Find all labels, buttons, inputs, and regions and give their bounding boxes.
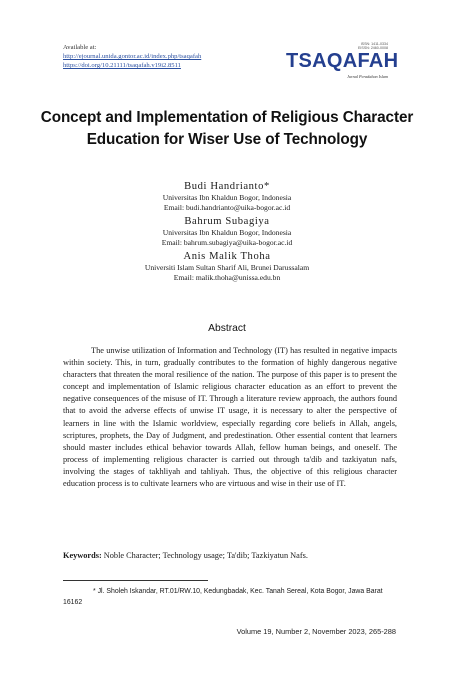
abstract-heading: Abstract bbox=[208, 323, 246, 334]
footnote: * Jl. Sholeh Iskandar, RT.01/RW.10, Kedungbadak, Kec. Tanah Sereal, Kota Bogor, Jawa Barat 16162 bbox=[63, 588, 383, 606]
author-name: Anis Malik Thoha bbox=[183, 251, 271, 262]
author-entry bbox=[0, 250, 454, 283]
author-entry bbox=[0, 215, 454, 248]
author-affiliation: Universitas Ibn Khaldun Bogor, Indonesia bbox=[162, 228, 292, 237]
issn-electronic: EISSN: 2460-0008 bbox=[358, 46, 388, 50]
journal-url-link[interactable]: http://ejournal.unida.gontor.ac.id/index.php/tsaqafah bbox=[63, 53, 202, 60]
author-affiliation: Universiti Islam Sultan Sharif Ali, Brunei Darussalam bbox=[144, 263, 310, 272]
author-name: Bahrum Subagiya bbox=[184, 216, 270, 227]
availability-block bbox=[63, 43, 201, 70]
author-affiliation: Universitas Ibn Khaldun Bogor, Indonesia bbox=[162, 193, 292, 202]
keywords-label: Keywords: bbox=[63, 551, 102, 560]
author-email: Email: bahrum.subagiya@uika-bogor.ac.id bbox=[161, 238, 293, 247]
issn-print: ISSN: 1411-0334 bbox=[360, 42, 388, 46]
logo-wordmark: TSAQAFAH bbox=[286, 50, 399, 72]
author-entry bbox=[0, 180, 454, 213]
keywords-text: Noble Character; Technology usage; Ta'dib; Tazkiyatun Nafs. bbox=[103, 551, 308, 560]
article-title: Concept and Implementation of Religious Character Education for Wiser Use of Technology bbox=[40, 109, 414, 148]
footnote-divider bbox=[63, 580, 208, 581]
journal-logo bbox=[286, 42, 399, 80]
doi-link[interactable]: https://doi.org/10.21111/tsaqafah.v19i2.8511 bbox=[63, 62, 181, 69]
abstract-text: The unwise utilization of Information and Technology (IT) has resulted in negative impacts within society. This, in turn, gradually contributes to the formation of highly dangerous negative characters that threaten the moral resilience of the nation. The purpose of this paper is to present the concept and implementation of Islamic religious character education as an effort to prevent the negative consequences of the misuse of IT. Through a literature review approach, the authors found that to avoid the adverse effects of unwise IT usage, it is necessary to alter the perspective of learners in line with the Islamic worldview, especially regarding core beliefs in Allah, angels, scriptures, prophets, the Day of Judgment, and predestination. Other essential content that learners should master includes ethical behavior towards Allah, fellow human beings, and oneself. The process of implementing religious character is carried out through ta'dib and tazkiyatun nafs, involving the stages of takhliyah and tahliyah. Thus, the objective of this religious character education process is to cultivate learners who are virtuous and wise in their use of IT. bbox=[63, 346, 397, 489]
page-footer: Volume 19, Number 2, November 2023, 265-288 bbox=[236, 627, 396, 636]
issn-block bbox=[358, 42, 388, 50]
available-label: Available at: bbox=[63, 44, 97, 51]
author-list bbox=[0, 180, 454, 285]
author-email: Email: malik.thoha@unissa.edu.bn bbox=[173, 273, 281, 282]
author-name: Budi Handrianto* bbox=[184, 181, 270, 192]
keywords-line bbox=[63, 550, 397, 561]
author-email: Email: budi.handrianto@uika-bogor.ac.id bbox=[163, 203, 291, 212]
logo-subtitle: Jurnal Peradaban Islam bbox=[347, 74, 388, 79]
